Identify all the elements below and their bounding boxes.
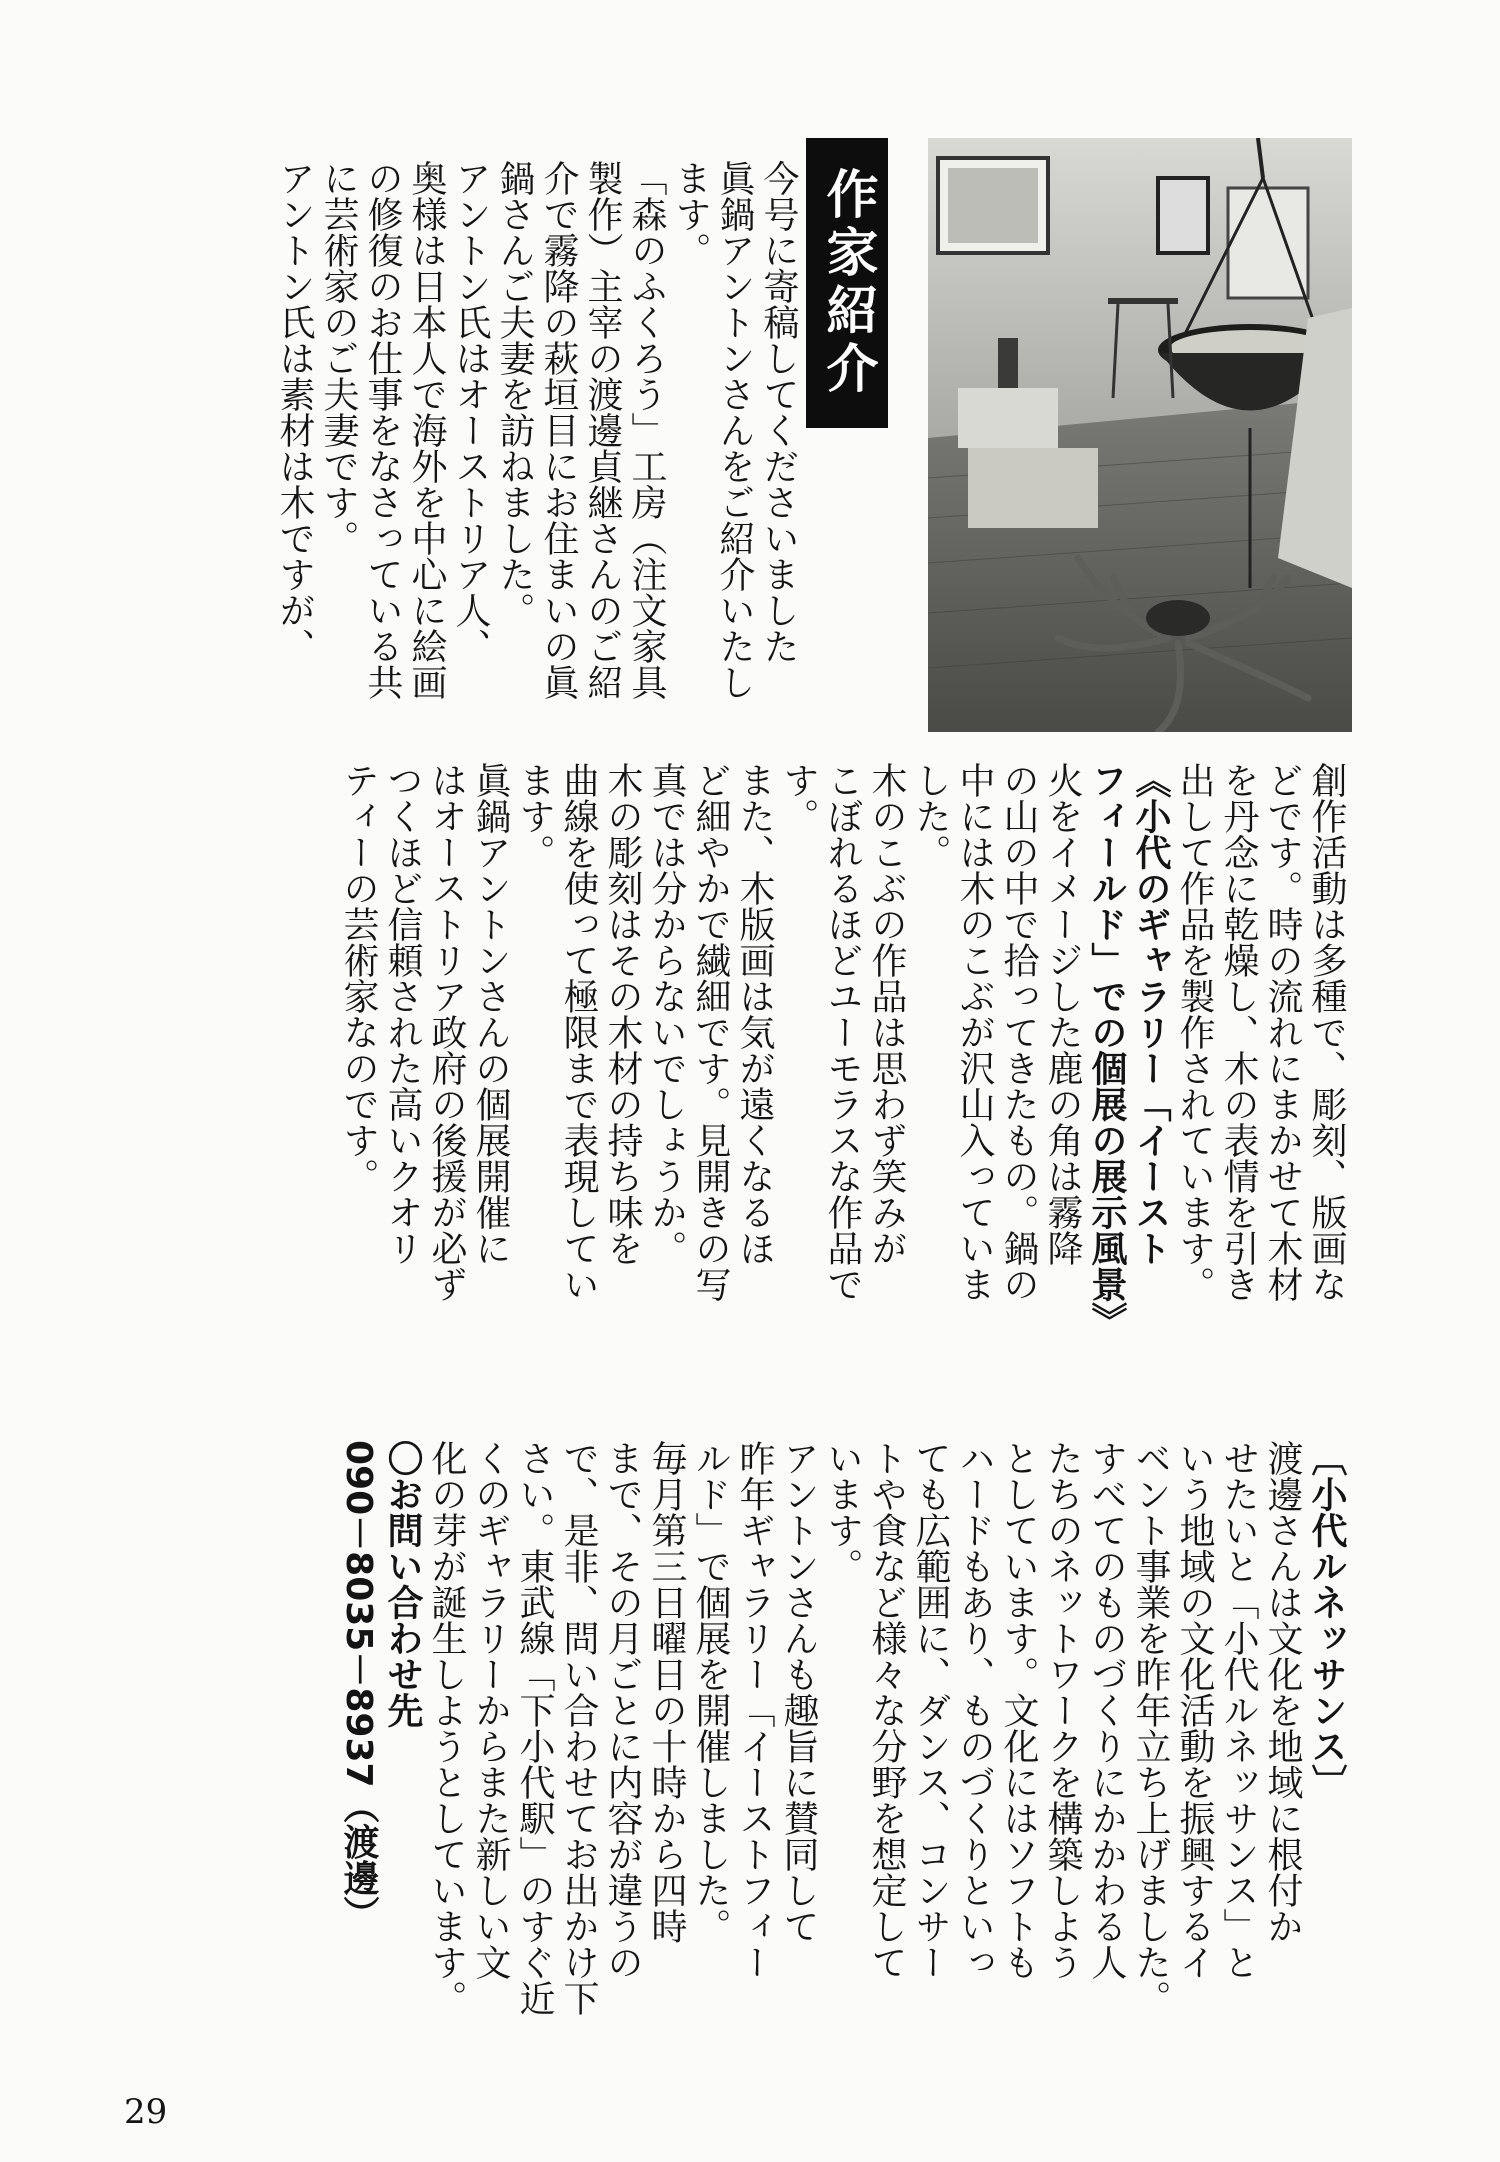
text-line: たちのネットワークを構築しよう — [1042, 1440, 1083, 1980]
text-line: せたいと「小代ルネッサンス」と — [1218, 1440, 1259, 1980]
body-column-block-3 — [168, 1440, 1348, 2040]
text-line: 化の芽が誕生しようとしています。 — [426, 1440, 467, 2016]
text-line: つくほど信頼された高いクオリ — [382, 762, 423, 1266]
text-line: ハードもあり、ものづくりといっ — [954, 1440, 995, 1980]
text-line: 鍋さんご夫妻を訪ねました。 — [494, 160, 535, 628]
text-line: さい。東武線「下小代駅」のすぐ近 — [514, 1440, 555, 2016]
text-line: はオーストリア政府の後援が必ず — [426, 762, 467, 1302]
text-line: まで、その月ごとに内容が違うの — [602, 1440, 643, 1980]
text-line: す。 — [778, 762, 819, 834]
subheading-line: フィールド」での個展の展示風景》 — [1086, 762, 1127, 1338]
text-line: を丹念に乾燥し、木の表情を引き — [1218, 762, 1259, 1302]
text-line: 中には木のこぶが沢山入っていま — [954, 762, 995, 1302]
text-line: ど細やかで繊細です。見開きの写 — [690, 762, 731, 1302]
text-line: ルド」で個展を開催しました。 — [690, 1440, 731, 1944]
text-line: 昨年ギャラリー「イーストフィー — [734, 1440, 775, 1980]
text-line: ても広範囲に、ダンス、コンサー — [910, 1440, 951, 1980]
exhibition-photo-image — [928, 138, 1352, 732]
body-column-block-2 — [168, 762, 1348, 1362]
contact-phone: 090－8035－8937（渡邊） — [338, 1440, 379, 1932]
text-line: ティーの芸術家なのです。 — [338, 762, 379, 1194]
text-line: した。 — [910, 762, 951, 870]
text-line: ます。 — [670, 160, 711, 268]
subheading-line: 〔小代ルネッサンス〕 — [1306, 1440, 1347, 1800]
text-line: 火をイメージした鹿の角は霧降 — [1042, 762, 1083, 1266]
text-line: 出して作品を製作されています。 — [1174, 762, 1215, 1302]
text-line: どです。時の流れにまかせて木材 — [1262, 762, 1303, 1302]
text-line: 木のこぶの作品は思わず笑みが — [866, 762, 907, 1266]
text-line: アントン氏はオーストリア人、 — [450, 160, 491, 664]
text-line: 木の彫刻はその木材の持ち味を — [602, 762, 643, 1266]
text-line: 「森のふくろう」工房（注文家具 — [626, 160, 667, 700]
text-line: 製作）主宰の渡邊貞継さんのご紹 — [582, 160, 623, 700]
text-line: トや食など様々な分野を想定して — [866, 1440, 907, 1980]
text-line: アントン氏は素材は木ですが、 — [274, 160, 315, 664]
text-line: 渡邊さんは文化を地域に根付か — [1262, 1440, 1303, 1944]
text-line: 今号に寄稿してくださいました — [758, 160, 799, 664]
text-line: 眞鍋アントンさんをご紹介いたし — [714, 160, 755, 700]
text-line: 曲線を使って極限まで表現してい — [558, 762, 599, 1302]
text-line: アントンさんも趣旨に賛同して — [778, 1440, 819, 1944]
exhibition-photo — [928, 138, 1352, 732]
text-line: の修復のお仕事をなさっている共 — [362, 160, 403, 700]
section-label: 作家紹介 — [806, 138, 888, 428]
text-line: に芸術家のご夫妻です。 — [318, 160, 359, 556]
text-line: いう地域の文化活動を振興するイ — [1174, 1440, 1215, 1980]
text-line: います。 — [822, 1440, 863, 1584]
contact-heading: 〇お問い合わせ先 — [382, 1440, 423, 1728]
text-line: で、是非、問い合わせてお出かけ下 — [558, 1440, 599, 2016]
text-line: の山の中で拾ってきたもの。鍋の — [998, 762, 1039, 1302]
text-line: 真では分からないでしょうか。 — [646, 762, 687, 1266]
intro-column-block — [160, 160, 800, 720]
page-number: 29 — [124, 2092, 168, 2132]
text-line: 眞鍋アントンさんの個展開催に — [470, 762, 511, 1266]
text-line: としています。文化にはソフトも — [998, 1440, 1039, 1980]
text-line: こぼれるほどユーモラスな作品で — [822, 762, 863, 1302]
text-line: ます。 — [514, 762, 555, 870]
text-line: また、木版画は気が遠くなるほ — [734, 762, 775, 1266]
text-line: くのギャラリーからまた新しい文 — [470, 1440, 511, 1980]
text-line: 奥様は日本人で海外を中心に絵画 — [406, 160, 447, 700]
text-line: 創作活動は多種で、彫刻、版画な — [1306, 762, 1347, 1302]
subheading-line: 《小代のギャラリー「イースト — [1130, 762, 1171, 1266]
text-line: 介で霧降の萩垣目にお住まいの眞 — [538, 160, 579, 700]
text-line: 毎月第三日曜日の十時から四時 — [646, 1440, 687, 1944]
text-line: ベント事業を昨年立ち上げました。 — [1130, 1440, 1171, 2016]
text-line: すべてのものづくりにかかわる人 — [1086, 1440, 1127, 1980]
